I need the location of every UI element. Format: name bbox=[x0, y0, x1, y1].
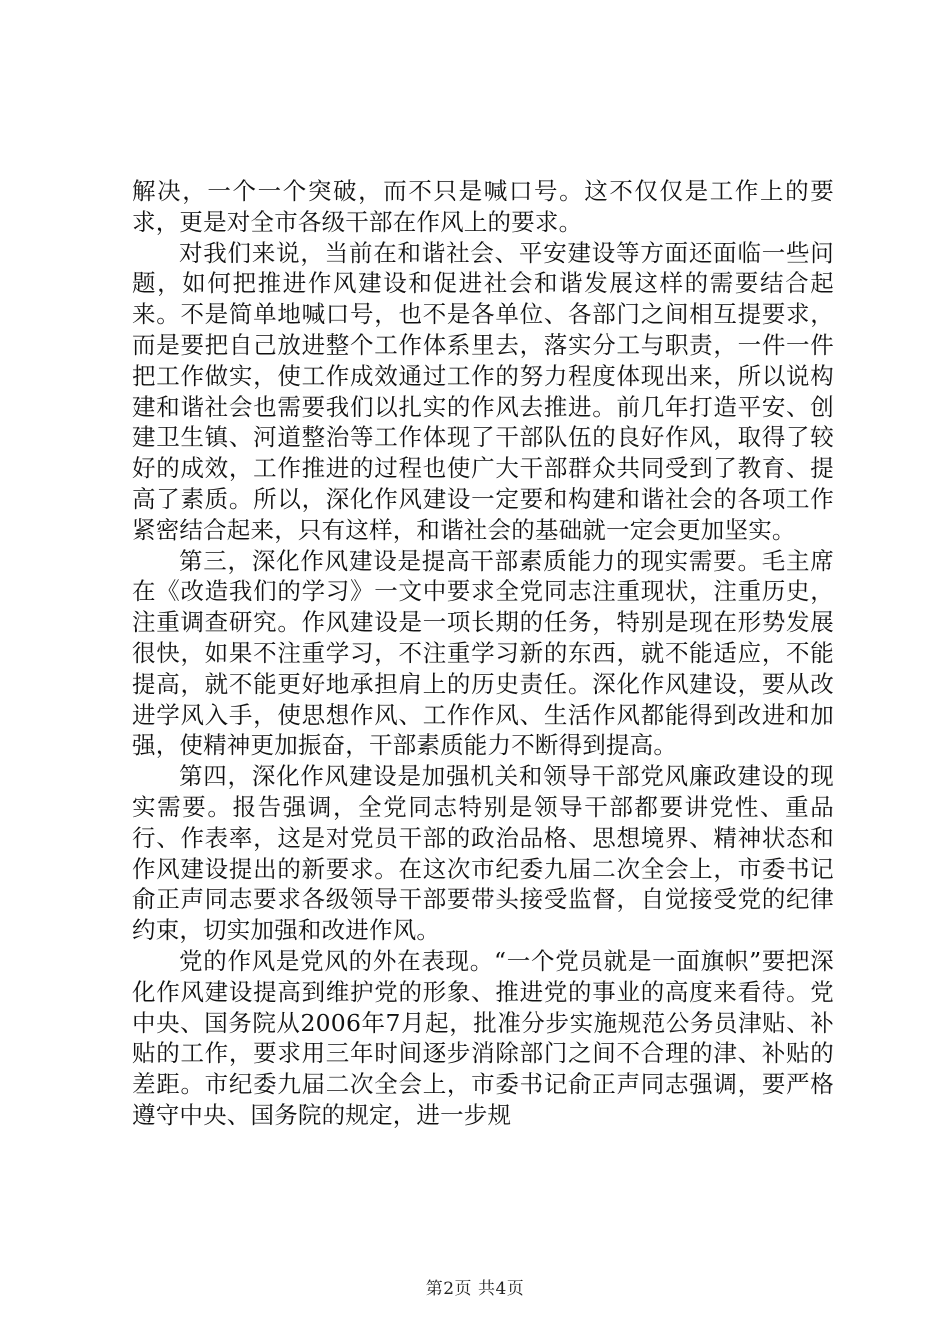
paragraph-4: 第四，深化作风建设是加强机关和领导干部党风廉政建设的现实需要。报告强调，全党同志特别是领导干部都要讲党性、重品行、作表率，这是对党员干部的政治品格、思想境界、精神状态和作风建设提出的新要求。在这次市纪委九届二次全会上，市委书记俞正声同志要求各级领导干部要带头接受监督，自觉接受党的纪律约束，切实加强和改进作风。 bbox=[132, 762, 834, 945]
document-body bbox=[132, 176, 834, 1131]
paragraph-1: 解决，一个一个突破，而不只是喊口号。这不仅仅是工作上的要求，更是对全市各级干部在作风上的要求。 bbox=[132, 177, 834, 236]
paragraph-3: 第三，深化作风建设是提高干部素质能力的现实需要。毛主席在《改造我们的学习》一文中要求全党同志注重现状，注重历史，注重调查研究。作风建设是一项长期的任务，特别是现在形势发展很快，如果不注重学习，不注重学习新的东西，就不能适应，不能提高，就不能更好地承担肩上的历史责任。深化作风建设，要从改进学风入手，使思想作风、工作作风、生活作风都能得到改进和加强，使精神更加振奋，干部素质能力不断得到提高。 bbox=[132, 546, 834, 760]
paragraph-2: 对我们来说，当前在和谐社会、平安建设等方面还面临一些问题，如何把推进作风建设和促进社会和谐发展这样的需要结合起来。不是简单地喊口号，也不是各单位、各部门之间相互提要求，而是要把自己放进整个工作体系里去，落实分工与职责，一件一件把工作做实，使工作成效通过工作的努力程度体现出来，所以说构建和谐社会也需要我们以扎实的作风去推进。前几年打造平安、创建卫生镇、河道整治等工作体现了干部队伍的良好作风，取得了较好的成效，工作推进的过程也使广大干部群众共同受到了教育、提高了素质。所以，深化作风建设一定要和构建和谐社会的各项工作紧密结合起来，只有这样，和谐社会的基础就一定会更加坚实。 bbox=[132, 238, 834, 544]
page-number-footer: 第2页 共4页 bbox=[425, 1279, 525, 1299]
paragraph-5: 党的作风是党风的外在表现。“一个党员就是一面旗帜”要把深化作风建设提高到维护党的形象、推进党的事业的高度来看待。党中央、国务院从2006年7月起，批准分步实施规范公务员津贴、补贴的工作，要求用三年时间逐步消除部门之间不合理的津、补贴的差距。市纪委九届二次全会上，市委书记俞正声同志强调，要严格遵守中央、国务院的规定，进一步规 bbox=[132, 946, 834, 1129]
